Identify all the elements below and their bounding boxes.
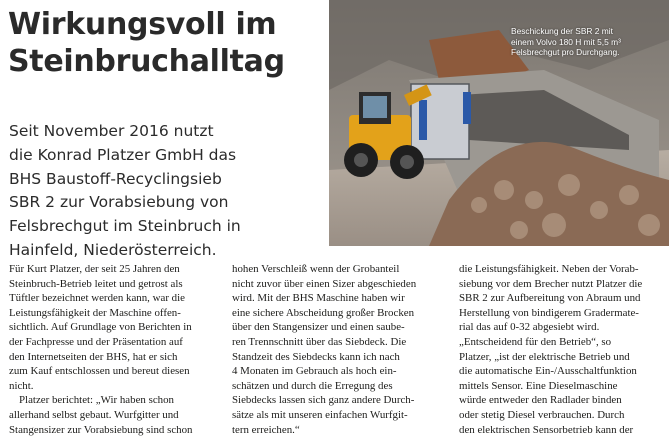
caption-line: Felsbrechgut pro Durchgang. bbox=[511, 47, 620, 58]
lead-line: Felsbrechgut im Steinbruch in bbox=[9, 217, 241, 236]
lead-line: BHS Baustoff-Recyclingsieb bbox=[9, 169, 222, 188]
body-line: nicht. bbox=[9, 379, 34, 392]
body-line: eine sichere Abscheidung großer Brocken bbox=[232, 306, 415, 319]
body-line: der Fachpresse und der Präsentation auf bbox=[9, 335, 183, 348]
lead-line: Seit November 2016 nutzt bbox=[9, 122, 214, 140]
body-line: Steinbruch-Betrieb leitet und getrost als bbox=[9, 277, 183, 290]
body-line: allerhand selbst gebaut. Wurfgitter und bbox=[9, 408, 179, 421]
quarry-photo bbox=[329, 0, 669, 246]
body-line: Für Kurt Platzer, der seit 25 Jahren den bbox=[9, 263, 180, 275]
body-line: Tüftler bezeichnet werden kann, war die bbox=[9, 292, 185, 305]
body-column-1 bbox=[9, 262, 219, 437]
body-line: siebung vor dem Brecher nutzt Platzer die bbox=[459, 277, 643, 290]
body-line: nicht zuvor über einen Sizer abgeschieden bbox=[232, 277, 417, 290]
body-line: ren Trennschnitt über das Siebdeck. Die bbox=[232, 335, 407, 348]
body-line: 4 Monaten im Gebrauch als hoch ein- bbox=[232, 365, 397, 378]
body-line: Platzer, „ist der elektrische Betrieb und bbox=[459, 350, 630, 363]
body-line: Herstellung von bindigerem Gradermate- bbox=[459, 306, 639, 319]
body-line: sichtlich. Auf Grundlage von Berichten in bbox=[9, 321, 192, 334]
headline bbox=[8, 6, 318, 80]
body-line: „Entscheidend für den Betrieb“, so bbox=[459, 335, 612, 348]
body-line: Platzer berichtet: „Wir haben schon bbox=[19, 394, 174, 407]
body-line: rial das auf 0-32 abgesiebt wird. bbox=[459, 321, 600, 334]
lead-line: SBR 2 zur Vorabsiebung von bbox=[9, 193, 229, 212]
body-line: schätzen und durch die Erregung des bbox=[232, 379, 393, 392]
body-line: den Internetseiten der BHS, hat er sich bbox=[9, 350, 178, 363]
body-line: mittels Sensor. Eine Dieselmaschine bbox=[459, 379, 618, 392]
body-column-3 bbox=[459, 262, 669, 437]
caption-line: einem Volvo 180 H mit 5,5 m³ bbox=[511, 36, 621, 47]
body-line: die automatische Ein-/Ausschaltfunktion bbox=[459, 365, 637, 378]
body-line: oder stetig Diesel verbrauchen. Durch bbox=[459, 408, 625, 421]
body-line: zum Kauf entschlossen und bereut diesen bbox=[9, 365, 190, 378]
body-line: Siebdecks lassen sich ganz andere Durch- bbox=[232, 394, 415, 407]
body-line: tern erreichen.“ bbox=[232, 423, 300, 436]
photo-caption bbox=[511, 26, 661, 58]
lead-line: Hainfeld, Niederösterreich. bbox=[9, 240, 217, 259]
body-column-2 bbox=[232, 262, 442, 437]
headline-line-1: Wirkungsvoll im bbox=[8, 7, 277, 42]
body-line: den elektrischen Sensorbetrieb kann der bbox=[459, 423, 634, 436]
lead-line: die Konrad Platzer GmbH das bbox=[9, 145, 237, 164]
body-line: sätze als mit unseren einfachen Wurfgit- bbox=[232, 408, 408, 421]
body-line: würde entweder den Radlader binden bbox=[459, 394, 622, 407]
caption-line: Beschickung der SBR 2 mit bbox=[511, 26, 613, 36]
body-line: über den Stangensizer und einen saube- bbox=[232, 321, 405, 334]
body-line: hohen Verschleiß wenn der Grobanteil bbox=[232, 263, 400, 275]
body-line: die Leistungsfähigkeit. Neben der Vorab- bbox=[459, 263, 639, 275]
body-line: Stangensizer zur Vorabsiebung sind schon bbox=[9, 423, 193, 436]
body-line: SBR 2 zur Aufbereitung von Abraum und bbox=[459, 292, 641, 305]
body-line: wird. Mit der BHS Maschine haben wir bbox=[232, 292, 405, 305]
lead-paragraph bbox=[9, 120, 327, 263]
headline-line-2: Steinbruchalltag bbox=[8, 44, 285, 79]
body-line: Standzeit des Siebdecks kann ich nach bbox=[232, 350, 400, 363]
body-line: Leistungsfähigkeit der Maschine offen- bbox=[9, 306, 181, 319]
